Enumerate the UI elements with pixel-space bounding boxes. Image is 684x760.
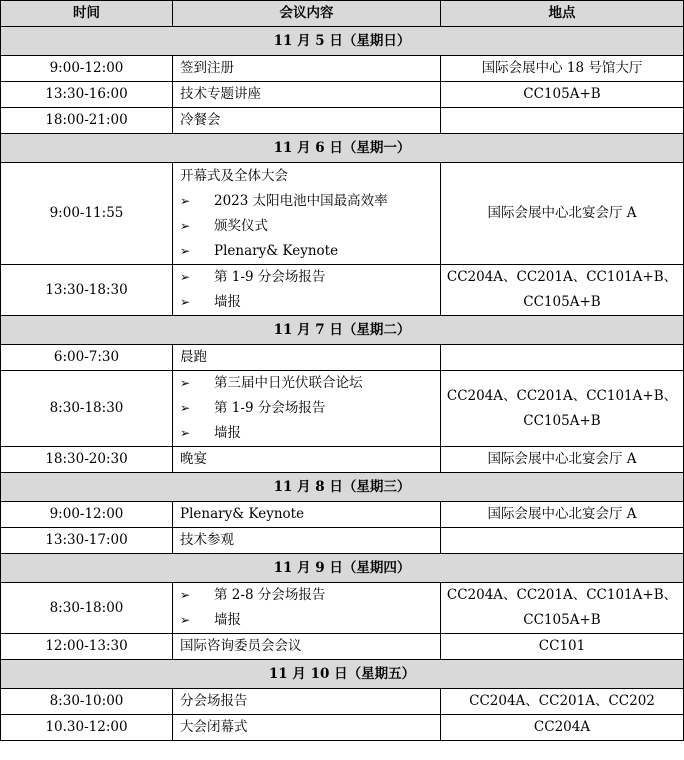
- schedule-row: [1, 528, 684, 554]
- location-line: CC105A+B: [523, 86, 601, 102]
- session-title: 晚宴: [180, 451, 207, 467]
- arrow-bullet-icon: ➢: [180, 426, 191, 440]
- session-location: [441, 371, 684, 447]
- arrow-bullet-icon: ➢: [180, 270, 191, 284]
- session-time: 8:30-18:00: [1, 583, 173, 634]
- session-content: [173, 634, 441, 660]
- header-content: 会议内容: [173, 1, 441, 27]
- day-label: 11 月 5 日（星期日）: [1, 27, 684, 56]
- day-label: 11 月 7 日（星期二）: [1, 316, 684, 345]
- location-line: CC204A、CC201A、CC101A+B、: [446, 387, 678, 404]
- session-title: 签到注册: [180, 60, 234, 76]
- location-line: 国际会展中心北宴会厅 A: [487, 205, 637, 221]
- day-header-row: [1, 27, 684, 56]
- session-time: 6:00-7:30: [1, 345, 173, 371]
- location-line: 国际会展中心 18 号馆大厅: [481, 60, 643, 76]
- session-content: [173, 371, 441, 447]
- session-time: 18:30-20:30: [1, 447, 173, 473]
- session-title: 技术参观: [180, 532, 234, 548]
- session-location: [441, 502, 684, 528]
- bullet-text: 第 1-9 分会场报告: [214, 400, 326, 416]
- session-time: 13:30-18:30: [1, 265, 173, 316]
- bullet-text: 第 1-9 分会场报告: [214, 269, 326, 285]
- location-line: CC101: [538, 638, 586, 654]
- bullet-text: 墙报: [214, 294, 241, 310]
- schedule-row: [1, 689, 684, 715]
- session-location: [441, 56, 684, 82]
- session-title: 晨跑: [180, 349, 207, 365]
- arrow-bullet-icon: ➢: [180, 376, 191, 390]
- schedule-row: [1, 108, 684, 134]
- session-location: [441, 345, 684, 371]
- session-time: 18:00-21:00: [1, 108, 173, 134]
- bullet-item: [180, 608, 440, 633]
- schedule-row: [1, 56, 684, 82]
- session-location: [441, 689, 684, 715]
- schedule-row: [1, 715, 684, 741]
- day-header-row: [1, 134, 684, 163]
- arrow-bullet-icon: ➢: [180, 193, 191, 208]
- session-title: 技术专题讲座: [180, 86, 261, 102]
- bullet-text: 2023 太阳电池中国最高效率: [214, 192, 388, 209]
- session-time: 9:00-12:00: [1, 56, 173, 82]
- bullet-item: [180, 214, 440, 239]
- schedule-row: [1, 583, 684, 634]
- schedule-row: [1, 634, 684, 660]
- location-line: CC204A: [533, 719, 591, 735]
- session-location: [441, 108, 684, 134]
- session-location: [441, 163, 684, 265]
- header-location: 地点: [441, 1, 684, 27]
- schedule-body: [1, 27, 684, 741]
- day-header-row: [1, 554, 684, 583]
- day-header-row: [1, 660, 684, 689]
- arrow-bullet-icon: ➢: [180, 588, 191, 602]
- session-title: 分会场报告: [180, 693, 248, 709]
- schedule-row: [1, 447, 684, 473]
- session-content: [173, 163, 441, 265]
- session-time: 13:30-16:00: [1, 82, 173, 108]
- session-content: [173, 689, 441, 715]
- session-location: [441, 715, 684, 741]
- bullet-text: 第 2-8 分会场报告: [214, 587, 326, 603]
- bullet-item: [180, 290, 440, 315]
- session-time: 10.30-12:00: [1, 715, 173, 741]
- session-content: [173, 447, 441, 473]
- session-time: 12:00-13:30: [1, 634, 173, 660]
- bullet-item: [180, 421, 440, 446]
- location-line: CC204A、CC201A、CC101A+B、: [446, 587, 678, 603]
- schedule-row: [1, 345, 684, 371]
- bullet-item: [180, 583, 440, 608]
- day-header-row: [1, 316, 684, 345]
- bullet-item: [180, 189, 440, 214]
- arrow-bullet-icon: ➢: [180, 613, 191, 627]
- day-header-row: [1, 473, 684, 502]
- day-label: 11 月 9 日（星期四）: [1, 554, 684, 583]
- bullet-text: 颁奖仪式: [214, 217, 268, 234]
- bullet-item: [180, 265, 440, 290]
- session-location: [441, 528, 684, 554]
- session-content: [173, 108, 441, 134]
- session-location: [441, 82, 684, 108]
- session-content: [173, 82, 441, 108]
- location-line: CC204A、CC201A、CC202: [469, 693, 655, 709]
- day-label: 11 月 8 日（星期三）: [1, 473, 684, 502]
- session-content: [173, 265, 441, 316]
- session-title: 大会闭幕式: [180, 719, 248, 735]
- location-line: CC105A+B: [523, 612, 601, 628]
- session-time: 9:00-12:00: [1, 502, 173, 528]
- location-line: CC204A、CC201A、CC101A+B、: [446, 269, 678, 285]
- bullet-item: [180, 396, 440, 421]
- schedule-row: [1, 163, 684, 265]
- session-content: [173, 56, 441, 82]
- location-line: 国际会展中心北宴会厅 A: [487, 506, 637, 522]
- header-row: [1, 1, 684, 27]
- session-content: [173, 502, 441, 528]
- bullet-item: [180, 371, 440, 396]
- session-location: [441, 634, 684, 660]
- bullet-text: Plenary& Keynote: [214, 242, 339, 259]
- bullet-item: [180, 239, 440, 264]
- arrow-bullet-icon: ➢: [180, 218, 191, 233]
- session-location: [441, 583, 684, 634]
- session-content: [173, 528, 441, 554]
- bullet-text: 第三届中日光伏联合论坛: [214, 375, 363, 391]
- bullet-text: 墙报: [214, 612, 241, 628]
- session-location: [441, 265, 684, 316]
- session-content: [173, 345, 441, 371]
- arrow-bullet-icon: ➢: [180, 295, 191, 309]
- session-content: [173, 583, 441, 634]
- session-title: 冷餐会: [180, 112, 221, 128]
- session-time: 13:30-17:00: [1, 528, 173, 554]
- session-title: 国际咨询委员会会议: [180, 638, 302, 654]
- schedule-row: [1, 502, 684, 528]
- session-time: 9:00-11:55: [1, 163, 173, 265]
- header-time: 时间: [1, 1, 173, 27]
- schedule-row: [1, 371, 684, 447]
- session-location: [441, 447, 684, 473]
- session-title: Plenary& Keynote: [180, 506, 305, 522]
- day-label: 11 月 10 日（星期五）: [1, 660, 684, 689]
- session-content: [173, 715, 441, 741]
- session-title: 开幕式及全体大会: [180, 167, 288, 184]
- arrow-bullet-icon: ➢: [180, 243, 191, 258]
- bullet-text: 墙报: [214, 425, 241, 441]
- location-line: CC105A+B: [523, 294, 601, 310]
- arrow-bullet-icon: ➢: [180, 401, 191, 415]
- schedule-row: [1, 82, 684, 108]
- session-time: 8:30-18:30: [1, 371, 173, 447]
- location-line: 国际会展中心北宴会厅 A: [487, 451, 637, 467]
- session-time: 8:30-10:00: [1, 689, 173, 715]
- schedule-row: [1, 265, 684, 316]
- location-line: CC105A+B: [523, 412, 601, 429]
- day-label: 11 月 6 日（星期一）: [1, 134, 684, 163]
